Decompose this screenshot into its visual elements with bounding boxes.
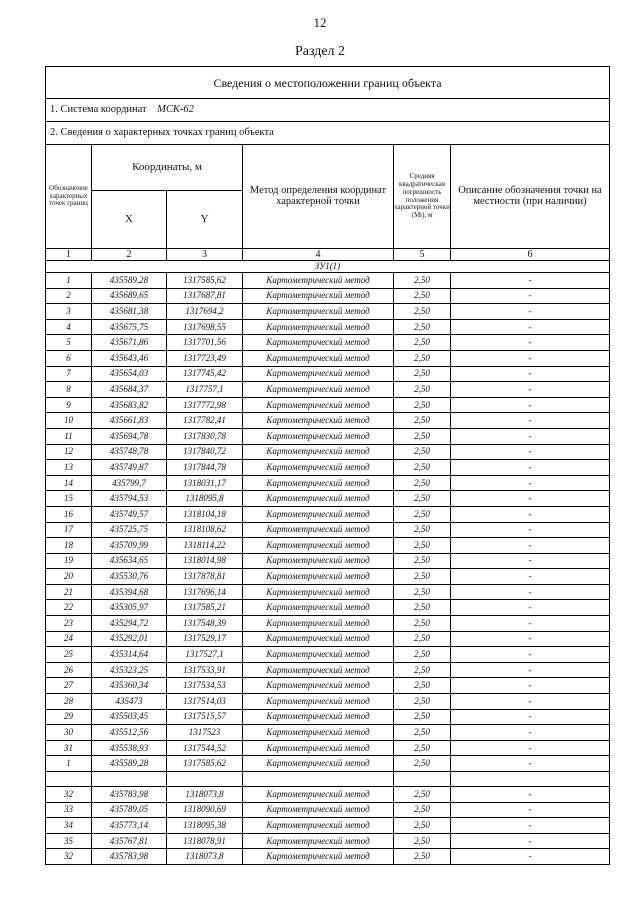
- method: Картометрический метод: [243, 444, 394, 460]
- error-value: 2,50: [394, 584, 451, 600]
- description: -: [451, 818, 610, 834]
- page-number: 12: [313, 15, 327, 30]
- error-value: 2,50: [394, 849, 451, 865]
- description: -: [451, 335, 610, 351]
- point-number: 21: [46, 584, 92, 600]
- error-value: 2,50: [394, 787, 451, 803]
- description: -: [451, 304, 610, 320]
- description: -: [451, 631, 610, 647]
- point-number: 18: [46, 538, 92, 554]
- method: Картометрический метод: [243, 397, 394, 413]
- coord-x: 435292,01: [92, 631, 167, 647]
- section-title: Раздел 2: [294, 44, 346, 59]
- description: -: [451, 802, 610, 818]
- header-error: Средняя квадратическая погрешность положения характерной точки (Mt), м: [394, 145, 451, 249]
- description: -: [451, 366, 610, 382]
- description: -: [451, 600, 610, 616]
- point-number: 32: [46, 849, 92, 865]
- point-number: 31: [46, 740, 92, 756]
- coord-y: 1317745,42: [167, 366, 243, 382]
- coord-y: 1317523: [167, 725, 243, 741]
- description: -: [451, 553, 610, 569]
- point-number: 23: [46, 616, 92, 632]
- table-row: [46, 506, 610, 522]
- table-row: [46, 288, 610, 304]
- method: Картометрический метод: [243, 522, 394, 538]
- description: -: [451, 616, 610, 632]
- method: Картометрический метод: [243, 678, 394, 694]
- coord-x: 435294,72: [92, 616, 167, 632]
- coord-x: 435773,14: [92, 818, 167, 834]
- description: -: [451, 740, 610, 756]
- point-number: 25: [46, 647, 92, 663]
- method: Картометрический метод: [243, 288, 394, 304]
- table-row: [46, 600, 610, 616]
- point-number: 33: [46, 802, 92, 818]
- header-method: Метод определения координат характерной точки: [243, 145, 394, 249]
- col-number: 5: [394, 249, 451, 261]
- coord-y: 1318104,18: [167, 506, 243, 522]
- error-value: 2,50: [394, 725, 451, 741]
- error-value: 2,50: [394, 818, 451, 834]
- table-row: [46, 756, 610, 772]
- table-row: [46, 709, 610, 725]
- table-row: [46, 569, 610, 585]
- method: Картометрический метод: [243, 428, 394, 444]
- method: Картометрический метод: [243, 740, 394, 756]
- coord-y: 1317544,52: [167, 740, 243, 756]
- point-number: 12: [46, 444, 92, 460]
- point-number: 19: [46, 553, 92, 569]
- table-row: [46, 413, 610, 429]
- coord-x: 435589,28: [92, 756, 167, 772]
- table-row: [46, 818, 610, 834]
- point-number: 5: [46, 335, 92, 351]
- coord-y: 1317687,81: [167, 288, 243, 304]
- table-row: [46, 382, 610, 398]
- error-value: 2,50: [394, 366, 451, 382]
- table-row: [46, 833, 610, 849]
- coord-y: 1318108,62: [167, 522, 243, 538]
- table-row: [46, 475, 610, 491]
- coord-y: 1318090,69: [167, 802, 243, 818]
- method: Картометрический метод: [243, 818, 394, 834]
- description: -: [451, 522, 610, 538]
- coord-x: 435530,76: [92, 569, 167, 585]
- coord-y: 1317830,78: [167, 428, 243, 444]
- method: Картометрический метод: [243, 538, 394, 554]
- table-row: [46, 444, 610, 460]
- coord-x: 435767,81: [92, 833, 167, 849]
- method: Картометрический метод: [243, 335, 394, 351]
- table-row: [46, 802, 610, 818]
- description: -: [451, 460, 610, 476]
- point-number: 27: [46, 678, 92, 694]
- method: Картометрический метод: [243, 600, 394, 616]
- blank-cell: [243, 772, 394, 787]
- description: -: [451, 849, 610, 865]
- table-row: [46, 304, 610, 320]
- header-description: Описание обозначения точки на местности (при наличии): [451, 145, 610, 249]
- point-number: 1: [46, 756, 92, 772]
- description: -: [451, 491, 610, 507]
- description: -: [451, 506, 610, 522]
- table-row: [46, 460, 610, 476]
- error-value: 2,50: [394, 397, 451, 413]
- error-value: 2,50: [394, 522, 451, 538]
- point-number: 16: [46, 506, 92, 522]
- method: Картометрический метод: [243, 616, 394, 632]
- coord-x: 435503,45: [92, 709, 167, 725]
- method: Картометрический метод: [243, 849, 394, 865]
- description: -: [451, 694, 610, 710]
- description: -: [451, 709, 610, 725]
- coord-x: 435748,78: [92, 444, 167, 460]
- coord-x: 435360,34: [92, 678, 167, 694]
- header-coordinates: Координаты, м: [92, 145, 243, 191]
- description: -: [451, 350, 610, 366]
- coord-y: 1317529,17: [167, 631, 243, 647]
- table-row: [46, 631, 610, 647]
- coord-y: 1318014,98: [167, 553, 243, 569]
- coord-x: 435799,7: [92, 475, 167, 491]
- coord-y: 1318073,8: [167, 787, 243, 803]
- point-number: 15: [46, 491, 92, 507]
- coord-x: 435671,86: [92, 335, 167, 351]
- table-row: [46, 319, 610, 335]
- column-numbers-row: [46, 249, 610, 261]
- coord-x: 435634,65: [92, 553, 167, 569]
- table-row: [46, 553, 610, 569]
- coord-x: 435538,93: [92, 740, 167, 756]
- method: Картометрический метод: [243, 756, 394, 772]
- point-number: 11: [46, 428, 92, 444]
- header-y: Y: [167, 191, 243, 249]
- error-value: 2,50: [394, 350, 451, 366]
- description: -: [451, 662, 610, 678]
- coord-x: 435725,75: [92, 522, 167, 538]
- description: -: [451, 538, 610, 554]
- description: -: [451, 475, 610, 491]
- coord-y: 1317548,39: [167, 616, 243, 632]
- point-number: 35: [46, 833, 92, 849]
- coord-x: 435684,37: [92, 382, 167, 398]
- point-number: 3: [46, 304, 92, 320]
- description: -: [451, 273, 610, 289]
- coord-y: 1317844,78: [167, 460, 243, 476]
- coord-y: 1317723,49: [167, 350, 243, 366]
- method: Картометрический метод: [243, 787, 394, 803]
- error-value: 2,50: [394, 802, 451, 818]
- coord-x: 435689,65: [92, 288, 167, 304]
- point-number: 32: [46, 787, 92, 803]
- blank-separator-row: [46, 772, 610, 787]
- table-row: [46, 740, 610, 756]
- table-row: [46, 335, 610, 351]
- coord-y: 1317782,41: [167, 413, 243, 429]
- point-number: 10: [46, 413, 92, 429]
- coord-y: 1317533,91: [167, 662, 243, 678]
- table-row: [46, 538, 610, 554]
- error-value: 2,50: [394, 678, 451, 694]
- col-number: 3: [167, 249, 243, 261]
- method: Картометрический метод: [243, 319, 394, 335]
- coord-y: 1318073,8: [167, 849, 243, 865]
- method: Картометрический метод: [243, 709, 394, 725]
- blank-cell: [451, 772, 610, 787]
- coord-x: 435512,56: [92, 725, 167, 741]
- coord-y: 1317585,62: [167, 756, 243, 772]
- table-row: [46, 397, 610, 413]
- error-value: 2,50: [394, 491, 451, 507]
- table-row: [46, 849, 610, 865]
- col-number: 2: [92, 249, 167, 261]
- error-value: 2,50: [394, 709, 451, 725]
- method: Картометрический метод: [243, 569, 394, 585]
- method: Картометрический метод: [243, 631, 394, 647]
- coord-x: 435681,38: [92, 304, 167, 320]
- coord-y: 1317694,2: [167, 304, 243, 320]
- point-number: 1: [46, 273, 92, 289]
- method: Картометрический метод: [243, 833, 394, 849]
- description: -: [451, 382, 610, 398]
- col-number: 4: [243, 249, 394, 261]
- table-row: [46, 678, 610, 694]
- point-number: 13: [46, 460, 92, 476]
- point-number: 22: [46, 600, 92, 616]
- table-row: [46, 616, 610, 632]
- coord-y: 1317514,03: [167, 694, 243, 710]
- blank-cell: [92, 772, 167, 787]
- description: -: [451, 319, 610, 335]
- description: -: [451, 584, 610, 600]
- point-number: 2: [46, 288, 92, 304]
- coord-x: 435643,46: [92, 350, 167, 366]
- boundary-points-table: [45, 66, 610, 865]
- method: Картометрический метод: [243, 584, 394, 600]
- error-value: 2,50: [394, 756, 451, 772]
- point-number: 14: [46, 475, 92, 491]
- error-value: 2,50: [394, 335, 451, 351]
- coord-y: 1317878,81: [167, 569, 243, 585]
- error-value: 2,50: [394, 631, 451, 647]
- point-number: 29: [46, 709, 92, 725]
- table-row: [46, 725, 610, 741]
- table-row: [46, 366, 610, 382]
- coord-y: 1317585,62: [167, 273, 243, 289]
- error-value: 2,50: [394, 616, 451, 632]
- table-row: [46, 522, 610, 538]
- coord-x: 435694,78: [92, 428, 167, 444]
- error-value: 2,50: [394, 460, 451, 476]
- coord-x: 435473: [92, 694, 167, 710]
- error-value: 2,50: [394, 538, 451, 554]
- coord-y: 1317527,1: [167, 647, 243, 663]
- error-value: 2,50: [394, 413, 451, 429]
- error-value: 2,50: [394, 428, 451, 444]
- table-row: [46, 491, 610, 507]
- method: Картометрический метод: [243, 553, 394, 569]
- coord-y: 1318031,17: [167, 475, 243, 491]
- blank-cell: [167, 772, 243, 787]
- coord-x: 435683,82: [92, 397, 167, 413]
- coord-x: 435654,03: [92, 366, 167, 382]
- header-x: X: [92, 191, 167, 249]
- points-section-label: 2. Сведения о характерных точках границ объекта: [46, 122, 610, 145]
- table-row: [46, 584, 610, 600]
- coord-x: 435709,99: [92, 538, 167, 554]
- error-value: 2,50: [394, 662, 451, 678]
- description: -: [451, 833, 610, 849]
- point-number: 6: [46, 350, 92, 366]
- coord-y: 1318095,8: [167, 491, 243, 507]
- coord-y: 1317701,56: [167, 335, 243, 351]
- coord-y: 1317698,55: [167, 319, 243, 335]
- point-number: 8: [46, 382, 92, 398]
- error-value: 2,50: [394, 740, 451, 756]
- coord-x: 435589,28: [92, 273, 167, 289]
- error-value: 2,50: [394, 382, 451, 398]
- coord-x: 435783,98: [92, 849, 167, 865]
- coordinate-system-row: [46, 99, 610, 122]
- method: Картометрический метод: [243, 725, 394, 741]
- point-number: 9: [46, 397, 92, 413]
- error-value: 2,50: [394, 506, 451, 522]
- blank-cell: [394, 772, 451, 787]
- method: Картометрический метод: [243, 413, 394, 429]
- description: -: [451, 569, 610, 585]
- table-row: [46, 694, 610, 710]
- method: Картометрический метод: [243, 694, 394, 710]
- description: -: [451, 787, 610, 803]
- coord-y: 1317515,57: [167, 709, 243, 725]
- point-number: 34: [46, 818, 92, 834]
- coord-y: 1318078,91: [167, 833, 243, 849]
- coord-x: 435661,83: [92, 413, 167, 429]
- coord-x: 435323,25: [92, 662, 167, 678]
- coord-x: 435314,64: [92, 647, 167, 663]
- point-number: 4: [46, 319, 92, 335]
- error-value: 2,50: [394, 444, 451, 460]
- table-row: [46, 787, 610, 803]
- error-value: 2,50: [394, 569, 451, 585]
- error-value: 2,50: [394, 833, 451, 849]
- table-row: [46, 350, 610, 366]
- method: Картометрический метод: [243, 273, 394, 289]
- point-number: 20: [46, 569, 92, 585]
- error-value: 2,50: [394, 319, 451, 335]
- coord-x: 435394,68: [92, 584, 167, 600]
- method: Картометрический метод: [243, 802, 394, 818]
- error-value: 2,50: [394, 288, 451, 304]
- method: Картометрический метод: [243, 506, 394, 522]
- method: Картометрический метод: [243, 460, 394, 476]
- coord-x: 435675,75: [92, 319, 167, 335]
- coord-y: 1318095,38: [167, 818, 243, 834]
- coord-x: 435749,57: [92, 506, 167, 522]
- point-number: 17: [46, 522, 92, 538]
- error-value: 2,50: [394, 304, 451, 320]
- method: Картометрический метод: [243, 662, 394, 678]
- description: -: [451, 288, 610, 304]
- table-row: [46, 273, 610, 289]
- coord-y: 1317840,72: [167, 444, 243, 460]
- coord-y: 1317585,21: [167, 600, 243, 616]
- coord-x: 435789,05: [92, 802, 167, 818]
- error-value: 2,50: [394, 475, 451, 491]
- method: Картометрический метод: [243, 366, 394, 382]
- land-plot-label: ЗУ1(1): [46, 261, 610, 273]
- method: Картометрический метод: [243, 475, 394, 491]
- description: -: [451, 678, 610, 694]
- method: Картометрический метод: [243, 350, 394, 366]
- method: Картометрический метод: [243, 647, 394, 663]
- table-row: [46, 428, 610, 444]
- col-number: 1: [46, 249, 92, 261]
- method: Картометрический метод: [243, 304, 394, 320]
- description: -: [451, 725, 610, 741]
- description: -: [451, 444, 610, 460]
- col-number: 6: [451, 249, 610, 261]
- coord-y: 1317534,53: [167, 678, 243, 694]
- description: -: [451, 413, 610, 429]
- coordinate-system-value: МСК-62: [157, 103, 194, 115]
- header-designation: Обозначение характерных точек границ: [46, 145, 92, 249]
- method: Картометрический метод: [243, 491, 394, 507]
- coord-x: 435749,87: [92, 460, 167, 476]
- point-number: 26: [46, 662, 92, 678]
- table-row: [46, 662, 610, 678]
- description: -: [451, 397, 610, 413]
- point-number: 30: [46, 725, 92, 741]
- coord-x: 435305,97: [92, 600, 167, 616]
- point-number: 7: [46, 366, 92, 382]
- coord-y: 1317772,98: [167, 397, 243, 413]
- blank-cell: [46, 772, 92, 787]
- description: -: [451, 756, 610, 772]
- table-title: Сведения о местоположении границ объекта: [46, 67, 610, 99]
- error-value: 2,50: [394, 694, 451, 710]
- error-value: 2,50: [394, 273, 451, 289]
- error-value: 2,50: [394, 553, 451, 569]
- description: -: [451, 647, 610, 663]
- coord-y: 1317757,1: [167, 382, 243, 398]
- error-value: 2,50: [394, 647, 451, 663]
- coord-x: 435783,98: [92, 787, 167, 803]
- coord-y: 1317696,14: [167, 584, 243, 600]
- coord-x: 435794,53: [92, 491, 167, 507]
- point-number: 24: [46, 631, 92, 647]
- point-number: 28: [46, 694, 92, 710]
- coord-y: 1318114,22: [167, 538, 243, 554]
- method: Картометрический метод: [243, 382, 394, 398]
- error-value: 2,50: [394, 600, 451, 616]
- table-row: [46, 647, 610, 663]
- description: -: [451, 428, 610, 444]
- coordinate-system-label: 1. Система координат: [50, 103, 147, 115]
